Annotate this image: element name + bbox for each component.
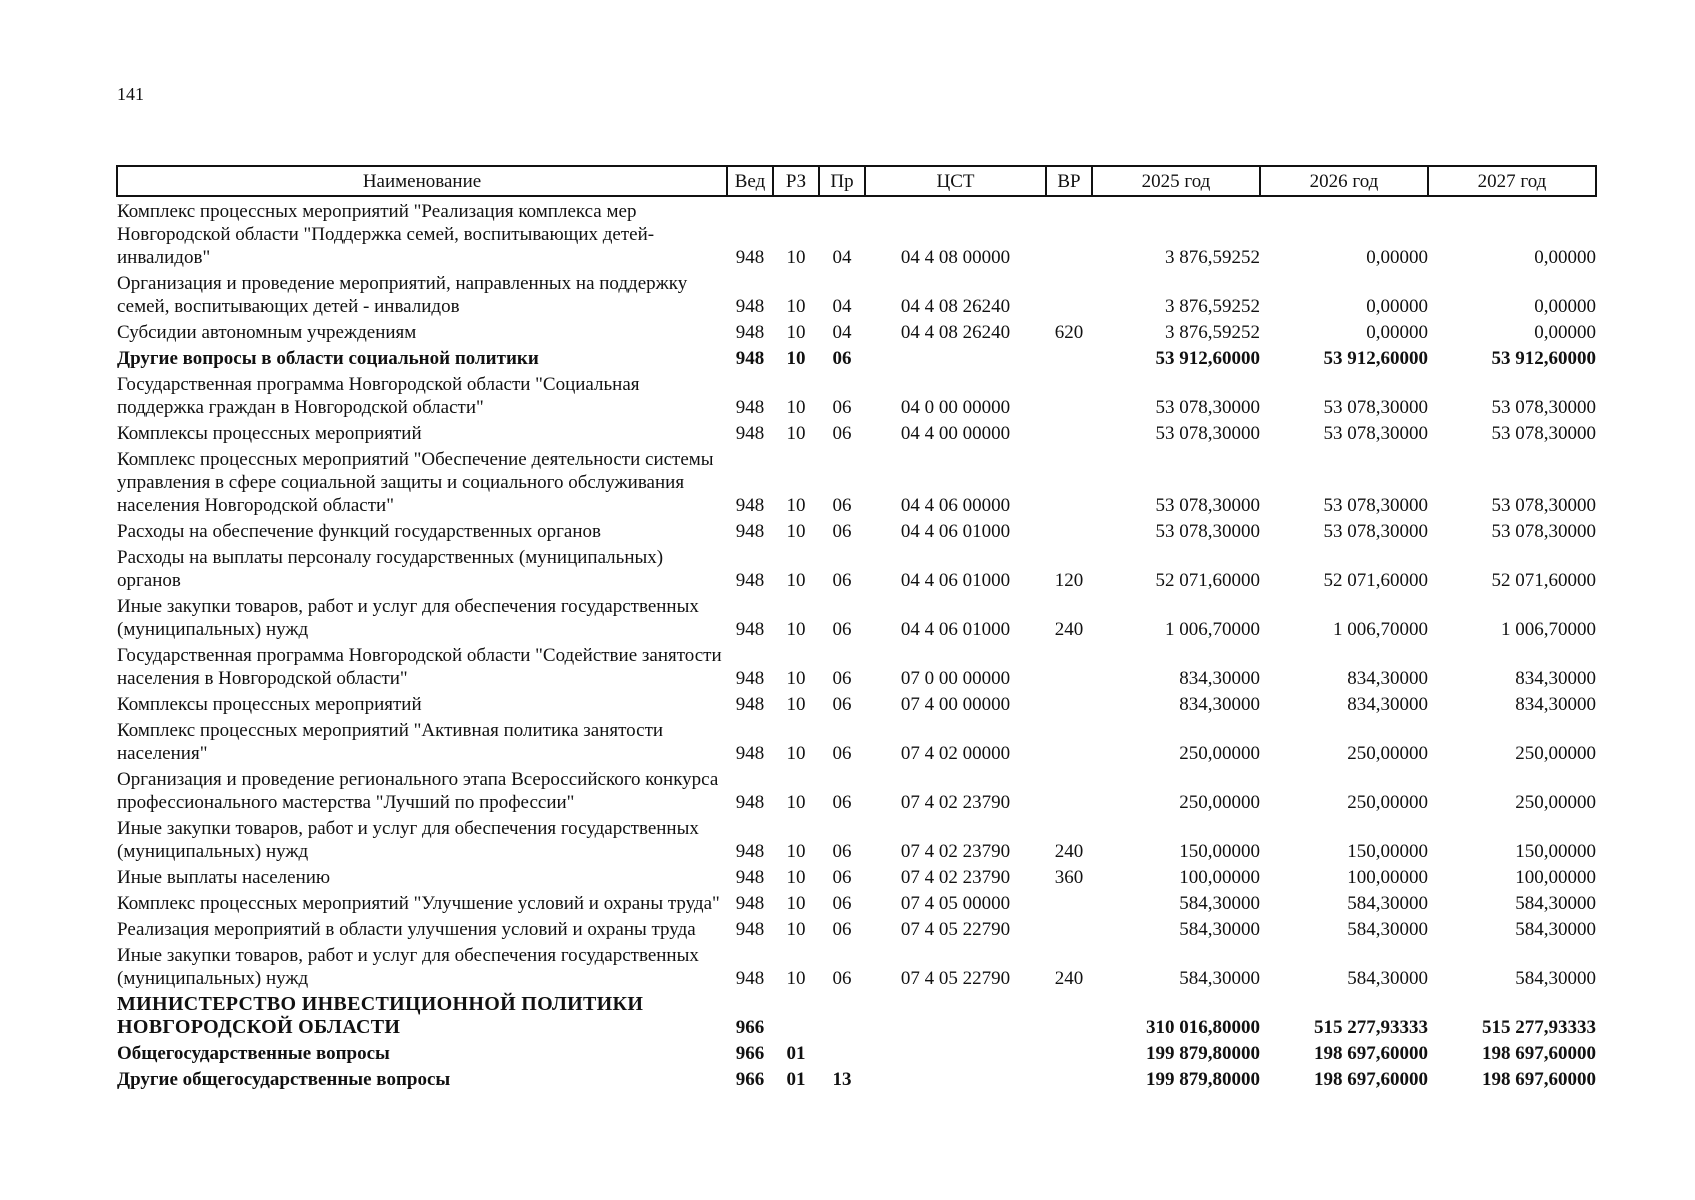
row-ved: 948 — [735, 668, 765, 689]
table-body — [117, 196, 1596, 1091]
row-name: Иные закупки товаров, работ и услуг для обеспечения государственных (муниципальных) нужд — [117, 596, 699, 640]
row-vr — [1046, 915, 1092, 941]
table-row — [117, 318, 1596, 344]
table-row — [117, 765, 1596, 814]
table-row — [117, 445, 1596, 517]
table-row — [117, 419, 1596, 445]
row-cst: 04 4 06 01000 — [900, 619, 1011, 640]
row-cst: 07 4 02 00000 — [900, 743, 1011, 764]
row-ved: 948 — [735, 247, 765, 268]
header-2026: 2026 год — [1260, 166, 1428, 196]
row-amount-2025: 584,30000 — [1179, 968, 1260, 989]
row-vr — [1046, 1039, 1092, 1065]
page-number: 141 — [117, 84, 144, 104]
row-vr — [1046, 765, 1092, 814]
row-name: Расходы на выплаты персоналу государственных (муниципальных) органов — [117, 547, 664, 591]
row-rz: 10 — [786, 322, 806, 343]
row-pr: 06 — [832, 867, 852, 888]
row-ved: 948 — [735, 792, 765, 813]
row-vr: 240 — [1054, 968, 1084, 989]
row-amount-2025: 3 876,59252 — [1165, 296, 1260, 317]
header-2025: 2025 год — [1092, 166, 1260, 196]
row-pr: 13 — [832, 1069, 852, 1090]
header-2027: 2027 год — [1428, 166, 1596, 196]
row-name: Комплексы процессных мероприятий — [117, 694, 422, 715]
row-cst: 07 4 02 23790 — [900, 867, 1011, 888]
row-amount-2026: 250,00000 — [1347, 743, 1428, 764]
row-name: Иные закупки товаров, работ и услуг для обеспечения государственных (муниципальных) нужд — [117, 818, 699, 862]
row-cst: 07 4 02 23790 — [900, 792, 1011, 813]
row-amount-2027: 53 078,30000 — [1491, 423, 1596, 444]
row-cst: 04 4 06 01000 — [900, 521, 1011, 542]
row-ved: 948 — [735, 619, 765, 640]
row-amount-2026: 584,30000 — [1347, 919, 1428, 940]
table-row — [117, 517, 1596, 543]
row-amount-2026: 584,30000 — [1347, 968, 1428, 989]
row-amount-2025: 250,00000 — [1179, 792, 1260, 813]
row-cst: 07 4 00 00000 — [900, 694, 1011, 715]
header-ved: Вед — [727, 166, 773, 196]
row-amount-2026: 53 078,30000 — [1323, 397, 1428, 418]
row-cst: 07 4 05 00000 — [900, 893, 1011, 914]
row-pr: 06 — [832, 743, 852, 764]
row-pr — [819, 1039, 865, 1065]
row-amount-2027: 0,00000 — [1534, 296, 1596, 317]
budget-table — [116, 165, 1597, 1091]
row-amount-2027: 198 697,60000 — [1482, 1069, 1596, 1090]
row-cst: 04 4 06 00000 — [900, 495, 1011, 516]
row-amount-2026: 198 697,60000 — [1314, 1043, 1428, 1064]
row-name: Организация и проведение мероприятий, направленных на поддержку семей, воспитывающих детей - инвалидов — [117, 273, 688, 317]
row-ved: 948 — [735, 841, 765, 862]
row-ved: 948 — [735, 694, 765, 715]
row-vr — [1046, 641, 1092, 690]
row-amount-2025: 584,30000 — [1179, 893, 1260, 914]
row-amount-2025: 834,30000 — [1179, 668, 1260, 689]
row-amount-2025: 53 078,30000 — [1155, 423, 1260, 444]
row-amount-2027: 834,30000 — [1515, 694, 1596, 715]
row-amount-2026: 834,30000 — [1347, 694, 1428, 715]
row-amount-2026: 1 006,70000 — [1333, 619, 1428, 640]
row-amount-2027: 250,00000 — [1515, 792, 1596, 813]
row-name: Общегосударственные вопросы — [117, 1043, 390, 1064]
row-amount-2025: 199 879,80000 — [1146, 1069, 1260, 1090]
row-cst: 04 4 00 00000 — [900, 423, 1011, 444]
row-amount-2026: 53 078,30000 — [1323, 521, 1428, 542]
row-name: Комплекс процессных мероприятий "Улучшение условий и охраны труда" — [117, 893, 720, 914]
row-name: Государственная программа Новгородской области "Социальная поддержка граждан в Новгородской области" — [117, 374, 640, 418]
row-cst: 04 4 06 01000 — [900, 570, 1011, 591]
row-name: Комплексы процессных мероприятий — [117, 423, 422, 444]
row-vr — [1046, 690, 1092, 716]
row-ved: 948 — [735, 570, 765, 591]
row-amount-2025: 310 016,80000 — [1146, 1017, 1260, 1038]
row-cst — [865, 990, 1046, 1039]
row-rz: 10 — [786, 668, 806, 689]
row-amount-2027: 834,30000 — [1515, 668, 1596, 689]
header-rz: РЗ — [773, 166, 819, 196]
row-rz: 10 — [786, 247, 806, 268]
row-vr: 240 — [1054, 841, 1084, 862]
row-pr: 06 — [832, 668, 852, 689]
row-vr — [1046, 889, 1092, 915]
row-pr: 06 — [832, 694, 852, 715]
row-amount-2025: 1 006,70000 — [1165, 619, 1260, 640]
table-row — [117, 269, 1596, 318]
row-rz: 10 — [786, 792, 806, 813]
row-amount-2027: 0,00000 — [1534, 247, 1596, 268]
row-amount-2027: 100,00000 — [1515, 867, 1596, 888]
row-amount-2026: 150,00000 — [1347, 841, 1428, 862]
row-cst: 07 4 05 22790 — [900, 919, 1011, 940]
table-row — [117, 915, 1596, 941]
row-amount-2025: 3 876,59252 — [1165, 247, 1260, 268]
row-amount-2027: 584,30000 — [1515, 919, 1596, 940]
row-pr: 06 — [832, 919, 852, 940]
row-cst — [865, 1065, 1046, 1091]
row-name: Государственная программа Новгородской области "Содействие занятости населения в Новгородской области" — [117, 645, 722, 689]
row-amount-2026: 52 071,60000 — [1323, 570, 1428, 591]
row-amount-2026: 100,00000 — [1347, 867, 1428, 888]
row-cst: 04 4 08 26240 — [900, 322, 1011, 343]
row-cst: 07 4 05 22790 — [900, 968, 1011, 989]
row-cst: 04 4 08 00000 — [900, 247, 1011, 268]
row-vr: 240 — [1054, 619, 1084, 640]
row-pr: 06 — [832, 423, 852, 444]
row-amount-2025: 53 078,30000 — [1155, 495, 1260, 516]
row-amount-2025: 250,00000 — [1179, 743, 1260, 764]
row-vr — [1046, 1065, 1092, 1091]
row-amount-2026: 250,00000 — [1347, 792, 1428, 813]
row-pr: 06 — [832, 397, 852, 418]
row-name: Комплекс процессных мероприятий "Обеспечение деятельности системы управления в сфере социальной защиты и социального обслуживания населения Новгородской области" — [117, 449, 714, 516]
row-name: Иные выплаты населению — [117, 867, 331, 888]
row-name: Расходы на обеспечение функций государственных органов — [117, 521, 601, 542]
row-pr: 06 — [832, 495, 852, 516]
row-cst — [865, 1039, 1046, 1065]
row-ved: 966 — [735, 1043, 765, 1064]
row-pr: 06 — [832, 968, 852, 989]
row-amount-2027: 53 912,60000 — [1491, 348, 1596, 369]
row-rz: 10 — [786, 495, 806, 516]
row-amount-2025: 834,30000 — [1179, 694, 1260, 715]
row-pr: 06 — [832, 521, 852, 542]
row-amount-2025: 100,00000 — [1179, 867, 1260, 888]
row-amount-2025: 3 876,59252 — [1165, 322, 1260, 343]
row-cst — [865, 344, 1046, 370]
row-ved: 948 — [735, 919, 765, 940]
table-row — [117, 196, 1596, 269]
table-row — [117, 863, 1596, 889]
row-cst: 04 4 08 26240 — [900, 296, 1011, 317]
row-pr: 06 — [832, 348, 852, 369]
row-amount-2027: 53 078,30000 — [1491, 495, 1596, 516]
row-amount-2026: 198 697,60000 — [1314, 1069, 1428, 1090]
row-amount-2025: 150,00000 — [1179, 841, 1260, 862]
table-row — [117, 814, 1596, 863]
row-rz: 10 — [786, 841, 806, 862]
row-ved: 948 — [735, 296, 765, 317]
row-amount-2026: 53 078,30000 — [1323, 423, 1428, 444]
table-row — [117, 1065, 1596, 1091]
row-vr: 120 — [1054, 570, 1084, 591]
row-ved: 948 — [735, 397, 765, 418]
row-name: Комплекс процессных мероприятий "Реализация комплекса мер Новгородской области "Поддержка семей, воспитывающих детей-инвалидов" — [117, 201, 655, 268]
row-rz: 10 — [786, 968, 806, 989]
header-pr: Пр — [819, 166, 865, 196]
row-amount-2027: 53 078,30000 — [1491, 521, 1596, 542]
row-rz: 10 — [786, 423, 806, 444]
row-name: Комплекс процессных мероприятий "Активная политика занятости населения" — [117, 720, 664, 764]
row-rz: 10 — [786, 694, 806, 715]
row-rz: 01 — [786, 1043, 806, 1064]
row-amount-2026: 0,00000 — [1366, 322, 1428, 343]
row-amount-2026: 53 912,60000 — [1323, 348, 1428, 369]
row-rz: 10 — [786, 619, 806, 640]
header-name: Наименование — [117, 166, 727, 196]
row-name: Организация и проведение регионального этапа Всероссийского конкурса профессионального мастерства "Лучший по профессии" — [117, 769, 719, 813]
row-pr: 06 — [832, 619, 852, 640]
table-row — [117, 690, 1596, 716]
row-pr: 04 — [832, 247, 852, 268]
table-row — [117, 1039, 1596, 1065]
row-cst: 07 0 00 00000 — [900, 668, 1011, 689]
row-rz: 10 — [786, 893, 806, 914]
row-rz: 10 — [786, 521, 806, 542]
row-ved: 948 — [735, 423, 765, 444]
row-rz: 10 — [786, 570, 806, 591]
row-amount-2027: 0,00000 — [1534, 322, 1596, 343]
row-ved: 966 — [735, 1017, 765, 1038]
row-pr — [819, 990, 865, 1039]
table-row — [117, 370, 1596, 419]
row-rz: 10 — [786, 348, 806, 369]
row-amount-2025: 52 071,60000 — [1155, 570, 1260, 591]
header-vr: ВР — [1046, 166, 1092, 196]
table-row — [117, 889, 1596, 915]
row-name: МИНИСТЕРСТВО ИНВЕСТИЦИОННОЙ ПОЛИТИКИ НОВГОРОДСКОЙ ОБЛАСТИ — [117, 993, 644, 1038]
row-amount-2026: 0,00000 — [1366, 247, 1428, 268]
row-name: Реализация мероприятий в области улучшения условий и охраны труда — [117, 919, 696, 940]
row-amount-2026: 834,30000 — [1347, 668, 1428, 689]
row-vr: 620 — [1054, 322, 1084, 343]
row-amount-2027: 584,30000 — [1515, 968, 1596, 989]
row-amount-2027: 1 006,70000 — [1501, 619, 1596, 640]
table-row — [117, 344, 1596, 370]
row-amount-2027: 584,30000 — [1515, 893, 1596, 914]
row-rz: 10 — [786, 919, 806, 940]
row-ved: 948 — [735, 867, 765, 888]
row-vr — [1046, 445, 1092, 517]
row-ved: 948 — [735, 521, 765, 542]
row-pr: 06 — [832, 570, 852, 591]
row-vr: 360 — [1054, 867, 1084, 888]
table-row — [117, 716, 1596, 765]
table-row — [117, 592, 1596, 641]
row-amount-2025: 584,30000 — [1179, 919, 1260, 940]
row-rz — [773, 990, 819, 1039]
row-vr — [1046, 517, 1092, 543]
table-row — [117, 990, 1596, 1039]
row-ved: 948 — [735, 322, 765, 343]
row-name: Другие общегосударственные вопросы — [117, 1069, 451, 1090]
row-amount-2026: 515 277,93333 — [1314, 1017, 1428, 1038]
row-amount-2025: 53 078,30000 — [1155, 521, 1260, 542]
row-vr — [1046, 196, 1092, 269]
row-amount-2027: 515 277,93333 — [1482, 1017, 1596, 1038]
table-header — [117, 166, 1596, 196]
row-vr — [1046, 419, 1092, 445]
row-vr — [1046, 990, 1092, 1039]
table-row — [117, 543, 1596, 592]
row-rz: 10 — [786, 296, 806, 317]
row-name: Другие вопросы в области социальной политики — [117, 348, 539, 369]
row-rz: 10 — [786, 867, 806, 888]
row-amount-2025: 53 912,60000 — [1155, 348, 1260, 369]
header-cst: ЦСТ — [865, 166, 1046, 196]
row-amount-2026: 0,00000 — [1366, 296, 1428, 317]
row-rz: 10 — [786, 397, 806, 418]
row-rz: 01 — [786, 1069, 806, 1090]
row-amount-2025: 199 879,80000 — [1146, 1043, 1260, 1064]
row-pr: 06 — [832, 792, 852, 813]
row-ved: 948 — [735, 893, 765, 914]
row-cst: 04 0 00 00000 — [900, 397, 1011, 418]
row-amount-2027: 52 071,60000 — [1491, 570, 1596, 591]
row-vr — [1046, 370, 1092, 419]
row-name: Иные закупки товаров, работ и услуг для обеспечения государственных (муниципальных) нужд — [117, 945, 699, 989]
row-amount-2027: 53 078,30000 — [1491, 397, 1596, 418]
row-pr: 06 — [832, 893, 852, 914]
row-rz: 10 — [786, 743, 806, 764]
row-pr: 04 — [832, 296, 852, 317]
row-name: Субсидии автономным учреждениям — [117, 322, 417, 343]
row-ved: 948 — [735, 968, 765, 989]
row-cst: 07 4 02 23790 — [900, 841, 1011, 862]
row-ved: 948 — [735, 743, 765, 764]
row-ved: 966 — [735, 1069, 765, 1090]
row-ved: 948 — [735, 348, 765, 369]
row-amount-2026: 584,30000 — [1347, 893, 1428, 914]
row-amount-2027: 250,00000 — [1515, 743, 1596, 764]
row-vr — [1046, 716, 1092, 765]
row-ved: 948 — [735, 495, 765, 516]
row-pr: 04 — [832, 322, 852, 343]
row-vr — [1046, 344, 1092, 370]
row-vr — [1046, 269, 1092, 318]
row-amount-2027: 150,00000 — [1515, 841, 1596, 862]
row-amount-2026: 53 078,30000 — [1323, 495, 1428, 516]
table-row — [117, 641, 1596, 690]
row-amount-2027: 198 697,60000 — [1482, 1043, 1596, 1064]
row-pr: 06 — [832, 841, 852, 862]
row-amount-2025: 53 078,30000 — [1155, 397, 1260, 418]
table-row — [117, 941, 1596, 990]
